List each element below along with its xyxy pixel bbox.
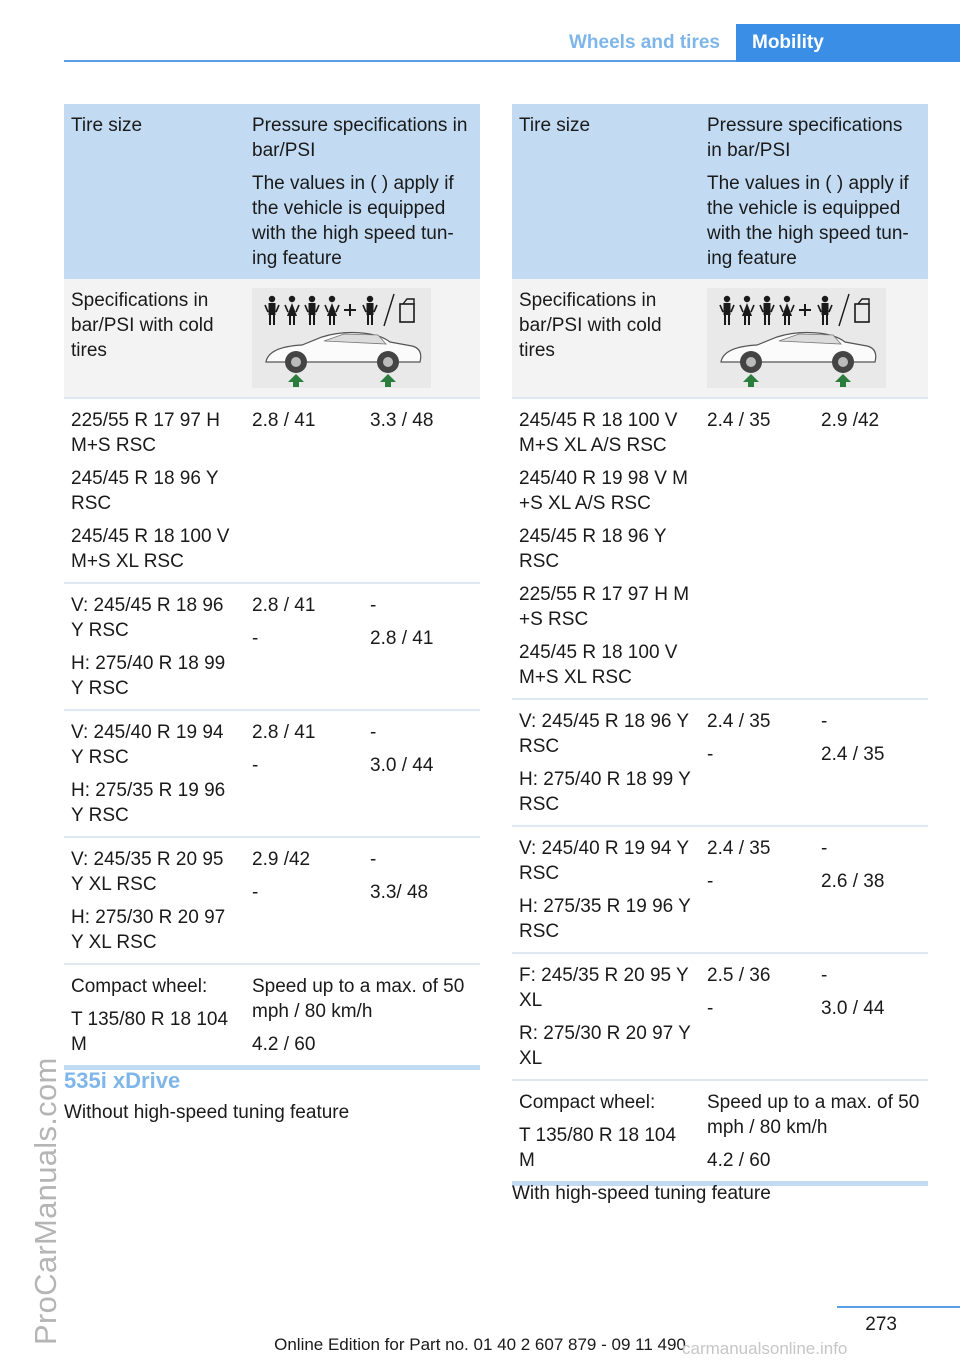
cell-text: V: 245/40 R 19 94 Y RSC (71, 722, 224, 768)
table-cell (64, 837, 245, 964)
table-cell (512, 699, 700, 826)
table-cell (814, 699, 928, 826)
cell-text: - (821, 965, 828, 986)
table-cell (512, 953, 700, 1080)
cell-text: Compact wheel: (519, 1092, 656, 1113)
table-cell (245, 104, 480, 279)
cell-text: 2.8 / 41 (252, 595, 316, 616)
cell-text: 245/45 R 18 100 V M+S XL RSC (71, 526, 230, 572)
cell-text: 2.9 /42 (252, 849, 311, 870)
occupant-load-car-icon (707, 288, 886, 388)
cell-text: Speed up to a max. of 50 mph / 80 km/h (707, 1092, 920, 1138)
cell-text: V: 245/45 R 18 96 Y RSC (71, 595, 224, 641)
table-row (64, 398, 480, 583)
cell-text: Speed up to a max. of 50 mph / 80 km/h (252, 976, 465, 1022)
cell-text: R: 275/30 R 20 97 Y XL (519, 1023, 691, 1069)
table-row (512, 953, 928, 1080)
tire-pressure-table-right (512, 104, 928, 1186)
cell-text: - (821, 711, 828, 732)
table-row (64, 583, 480, 710)
cell-text: - (252, 755, 259, 776)
cell-text: V: 245/40 R 19 94 Y RSC (519, 838, 689, 884)
cell-text: The values in ( ) apply if the vehicle is equipped with the high speed tun-ing feature (252, 173, 454, 269)
cell-text: 2.8 / 41 (370, 628, 434, 649)
cell-text: - (252, 628, 259, 649)
table-cell (64, 710, 245, 837)
table-cell (700, 104, 928, 279)
side-watermark: ProCarManuals.com (28, 1057, 63, 1345)
cell-text: - (370, 849, 377, 870)
cell-text: 2.6 / 38 (821, 871, 885, 892)
occupant-load-car-icon (252, 288, 431, 388)
cell-text: 225/55 R 17 97 H M+S RSC (71, 410, 220, 456)
cell-text: H: 275/40 R 18 99 Y RSC (71, 653, 226, 699)
cell-text: 245/45 R 18 96 Y RSC (71, 468, 219, 514)
table-subheader-row (64, 279, 480, 398)
cell-text: 4.2 / 60 (252, 1034, 316, 1055)
cell-text: - (370, 722, 377, 743)
table-cell (245, 583, 363, 710)
footer-rule (837, 1306, 960, 1308)
cell-text: Specifications in bar/PSI with cold tires (519, 290, 662, 361)
table-cell (512, 398, 700, 699)
table-cell (512, 279, 700, 398)
table-body (512, 104, 928, 1184)
header-chapter-tab[interactable]: Mobility (736, 24, 960, 62)
table-cell (700, 826, 814, 953)
cell-text: Compact wheel: (71, 976, 208, 997)
table-subheader-row (512, 279, 928, 398)
cell-text: Tire size (71, 115, 143, 136)
cell-text: - (707, 998, 714, 1019)
table-cell (64, 104, 245, 279)
table-cell (512, 1080, 700, 1184)
cell-text: 4.2 / 60 (707, 1150, 771, 1171)
section-heading: 535i xDrive (64, 1068, 181, 1093)
table-cell (512, 104, 700, 279)
cell-text: H: 275/35 R 19 96 Y RSC (71, 780, 226, 826)
cell-text: T 135/80 R 18 104 M (519, 1125, 677, 1171)
table-body (64, 104, 480, 1068)
table-cell (245, 837, 363, 964)
cell-text: - (707, 744, 714, 765)
table-cell (64, 279, 245, 398)
header-section-title: Wheels and tires (569, 32, 720, 53)
table-cell (363, 398, 480, 583)
cell-text: H: 275/30 R 20 97 Y XL RSC (71, 907, 226, 953)
table-header-row (512, 104, 928, 279)
cell-text: V: 245/35 R 20 95 Y XL RSC (71, 849, 224, 895)
cell-text: The values in ( ) apply if the vehicle is equipped with the high speed tun-ing feature (707, 173, 909, 269)
table-cell (700, 1080, 928, 1184)
cell-text: 2.4 / 35 (707, 410, 771, 431)
table-row (512, 699, 928, 826)
cell-text: V: 245/45 R 18 96 Y RSC (519, 711, 689, 757)
cell-text: 225/55 R 17 97 H M +S RSC (519, 584, 690, 630)
table-cell (700, 699, 814, 826)
table-row-compact-wheel (64, 964, 480, 1068)
cell-text: - (252, 882, 259, 903)
table-cell (245, 710, 363, 837)
table-row (512, 398, 928, 699)
table-row (64, 710, 480, 837)
table-cell (814, 398, 928, 699)
cell-text: - (370, 595, 377, 616)
cell-text: 245/40 R 19 98 V M +S XL A/S RSC (519, 468, 688, 514)
cell-text: 2.4 / 35 (707, 711, 771, 732)
footer-watermark: carmanualsonline.info (682, 1339, 848, 1358)
cell-text: 2.9 /42 (821, 410, 880, 431)
cell-text: 2.4 / 35 (821, 744, 885, 765)
table-cell (512, 826, 700, 953)
table-cell (700, 953, 814, 1080)
table-row-compact-wheel (512, 1080, 928, 1184)
section-caption-right: With high-speed tuning feature (512, 1183, 771, 1204)
cell-text: 3.0 / 44 (821, 998, 885, 1019)
table-cell (814, 826, 928, 953)
cell-text: Pressure specifications in bar/PSI (252, 115, 468, 161)
cell-text: 2.8 / 41 (252, 410, 316, 431)
table-row (64, 837, 480, 964)
cell-text: F: 245/35 R 20 95 Y XL (519, 965, 689, 1011)
cell-text: H: 275/40 R 18 99 Y RSC (519, 769, 691, 815)
cell-text: 2.5 / 36 (707, 965, 771, 986)
section-caption-left: Without high-speed tuning feature (64, 1102, 350, 1123)
cell-text: 3.3/ 48 (370, 882, 429, 903)
table-cell (245, 964, 480, 1068)
pictogram-cell (700, 279, 928, 398)
table-cell (700, 398, 814, 699)
pictogram-cell (245, 279, 480, 398)
page-number: 273 (865, 1314, 897, 1335)
table-cell (64, 398, 245, 583)
cell-text: 245/45 R 18 100 V M+S XL RSC (519, 642, 678, 688)
table-cell (245, 398, 363, 583)
cell-text: Pressure specifications in bar/PSI (707, 115, 903, 161)
cell-text: T 135/80 R 18 104 M (71, 1009, 229, 1055)
cell-text: 3.0 / 44 (370, 755, 434, 776)
cell-text: - (821, 838, 828, 859)
table-cell (363, 710, 480, 837)
cell-text: Tire size (519, 115, 591, 136)
cell-text: 245/45 R 18 96 Y RSC (519, 526, 667, 572)
tire-pressure-table-left (64, 104, 480, 1070)
cell-text: 245/45 R 18 100 V M+S XL A/S RSC (519, 410, 678, 456)
cell-text: - (707, 871, 714, 892)
cell-text: 2.8 / 41 (252, 722, 316, 743)
table-row (512, 826, 928, 953)
table-cell (64, 964, 245, 1068)
table-cell (64, 583, 245, 710)
footer-edition: Online Edition for Part no. 01 40 2 607 879 - 09 11 490 (274, 1335, 686, 1354)
cell-text: 2.4 / 35 (707, 838, 771, 859)
table-cell (363, 583, 480, 710)
table-cell (363, 837, 480, 964)
cell-text: H: 275/35 R 19 96 Y RSC (519, 896, 691, 942)
cell-text: Specifications in bar/PSI with cold tires (71, 290, 214, 361)
table-header-row (64, 104, 480, 279)
table-cell (814, 953, 928, 1080)
cell-text: 3.3 / 48 (370, 410, 434, 431)
